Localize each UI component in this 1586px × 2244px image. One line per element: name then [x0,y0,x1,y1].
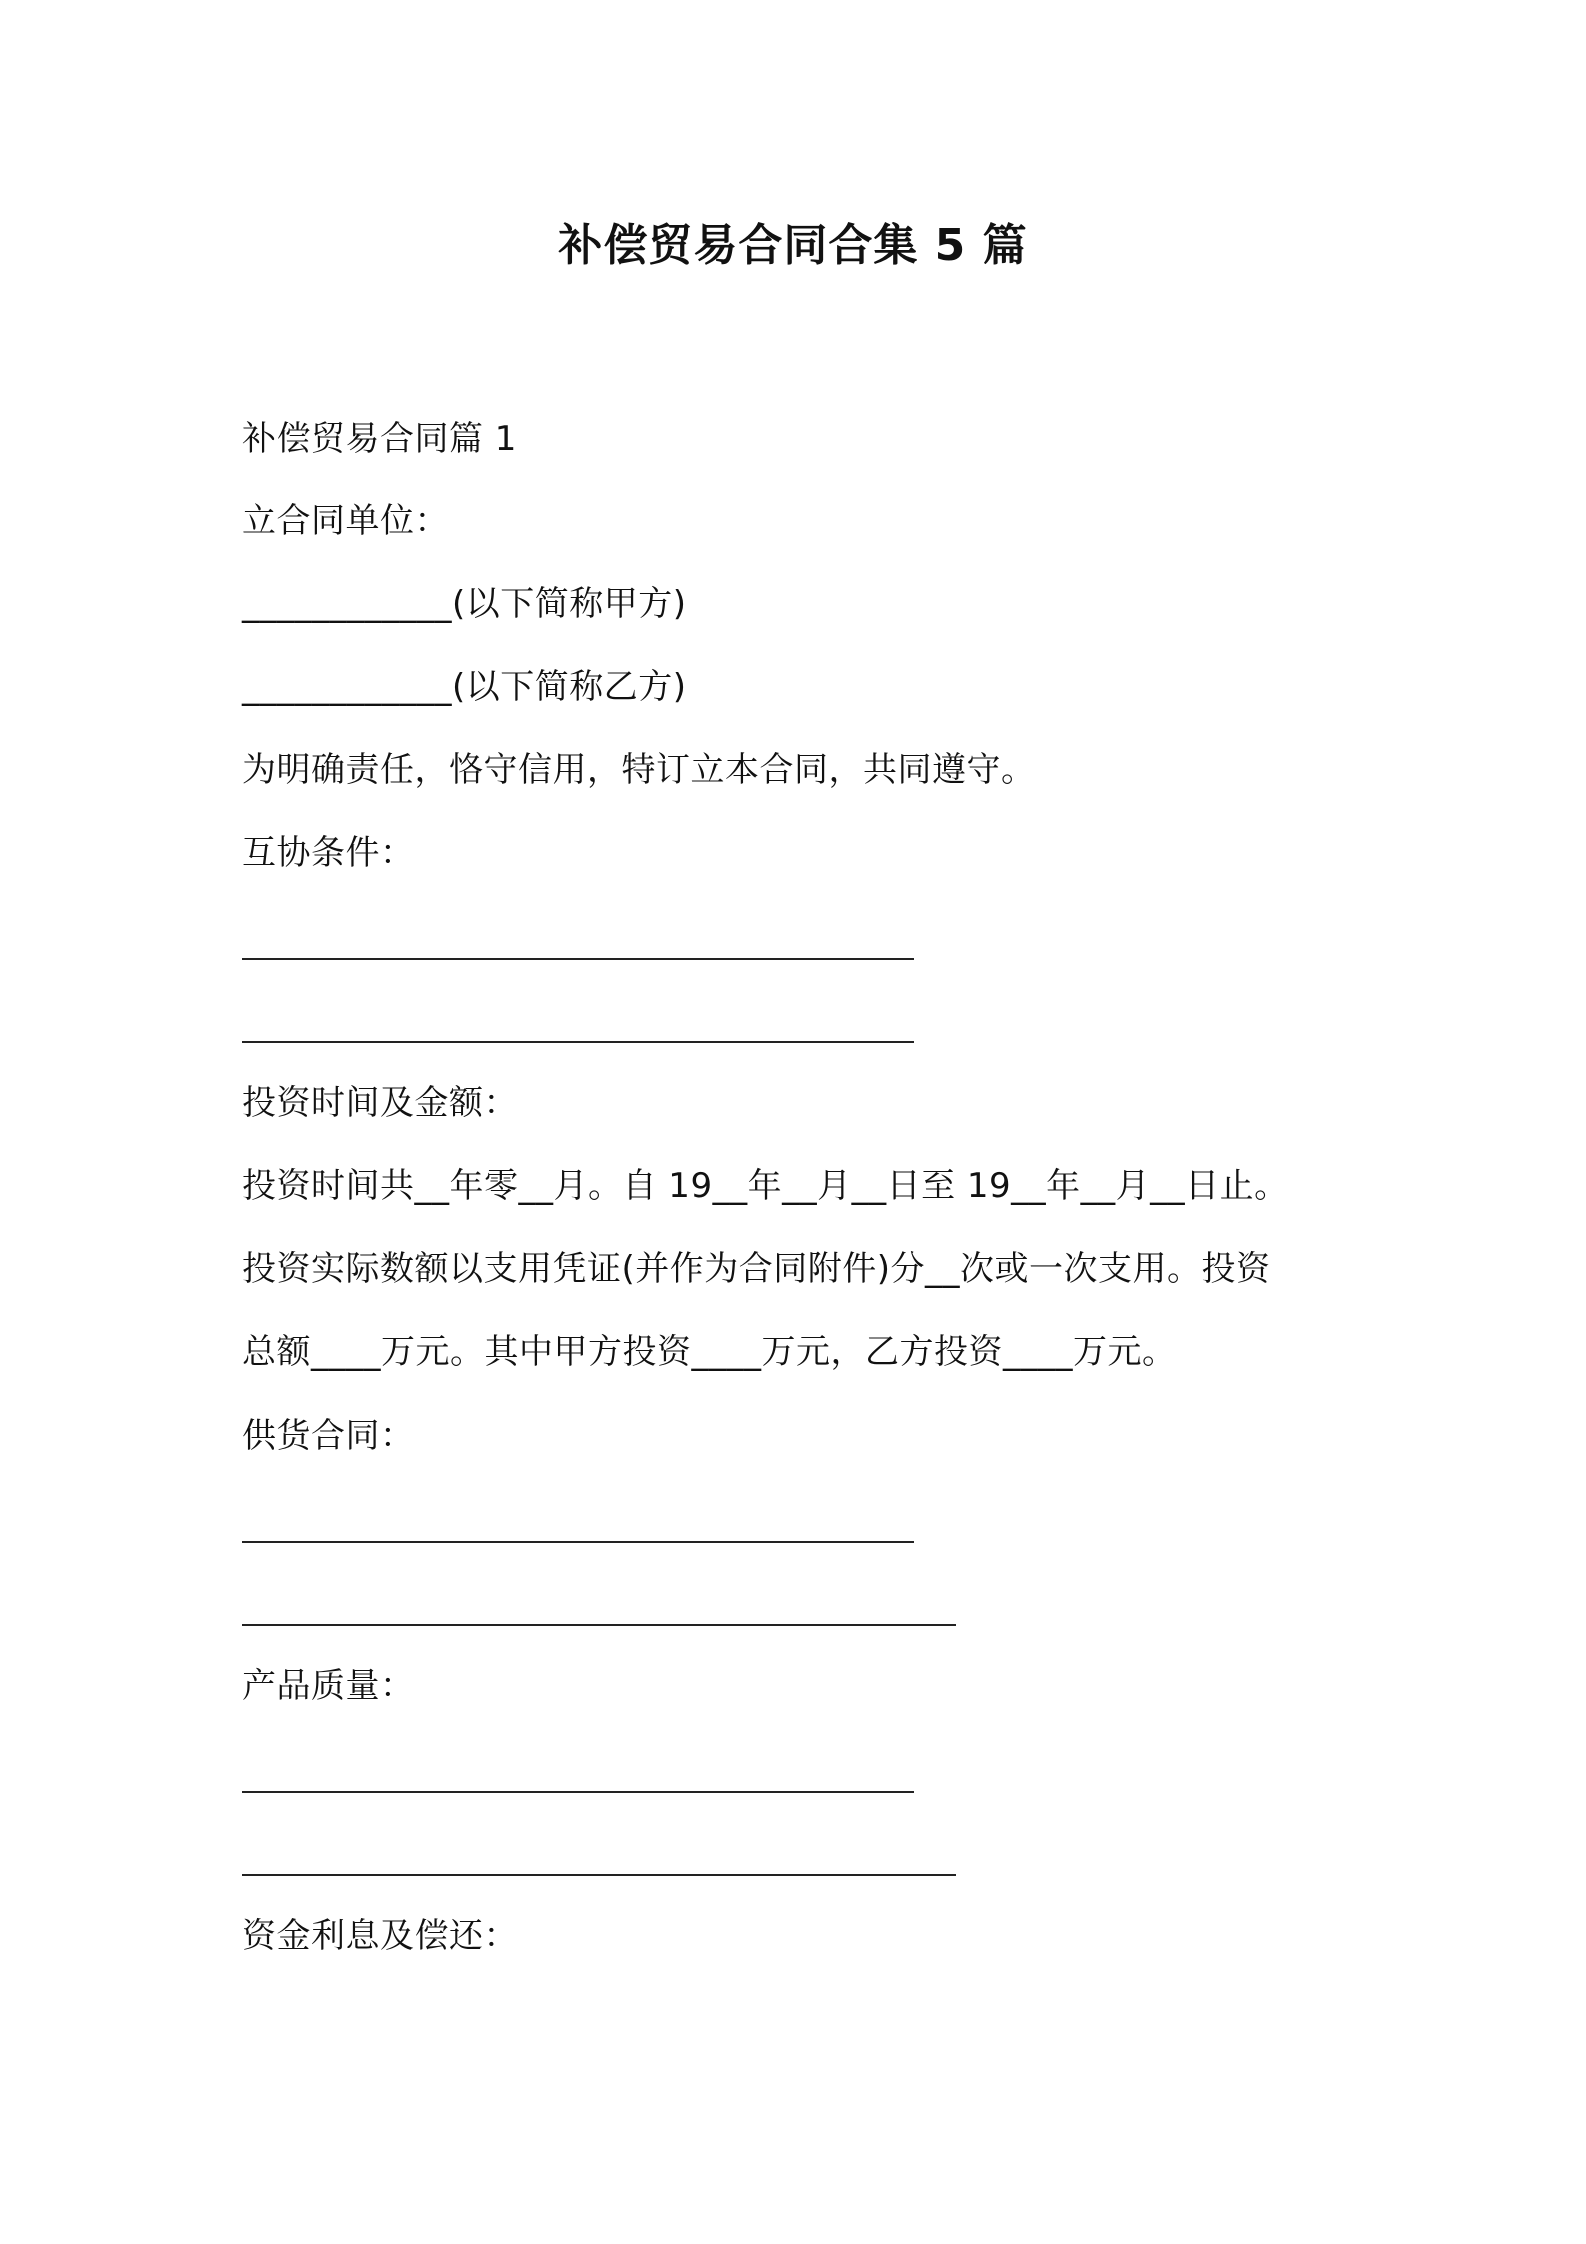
supply-contract-label: 供货合同： [242,1416,415,1456]
section-heading: 补偿贸易合同篇 1 [242,419,517,459]
party-b-line: ____________(以下简称乙方) [242,667,687,707]
investment-amount-line: 投资实际数额以支用凭证(并作为合同附件)分__次或一次支用。投资 [242,1249,1271,1289]
blank-fill-line [242,1624,956,1626]
document-title: 补偿贸易合同合集 5 篇 [558,220,1028,271]
contract-parties-label: 立合同单位： [242,501,449,541]
blank-fill-line [242,1874,956,1876]
purpose-paragraph: 为明确责任，恪守信用，特订立本合同，共同遵守。 [242,750,1036,790]
investment-total-line: 总额____万元。其中甲方投资____万元，乙方投资____万元。 [242,1332,1177,1372]
investment-period-line: 投资时间共__年零__月。自 19__年__月__日至 19__年__月__日止。 [242,1166,1289,1206]
product-quality-label: 产品质量： [242,1666,415,1706]
investment-heading: 投资时间及金额： [242,1083,518,1123]
blank-fill-line [242,1791,914,1793]
mutual-conditions-label: 互协条件： [242,833,415,873]
blank-fill-line [242,958,914,960]
blank-fill-line [242,1041,914,1043]
blank-fill-line [242,1541,914,1543]
party-a-line: ____________(以下简称甲方) [242,584,687,624]
interest-repayment-label: 资金利息及偿还： [242,1916,518,1956]
